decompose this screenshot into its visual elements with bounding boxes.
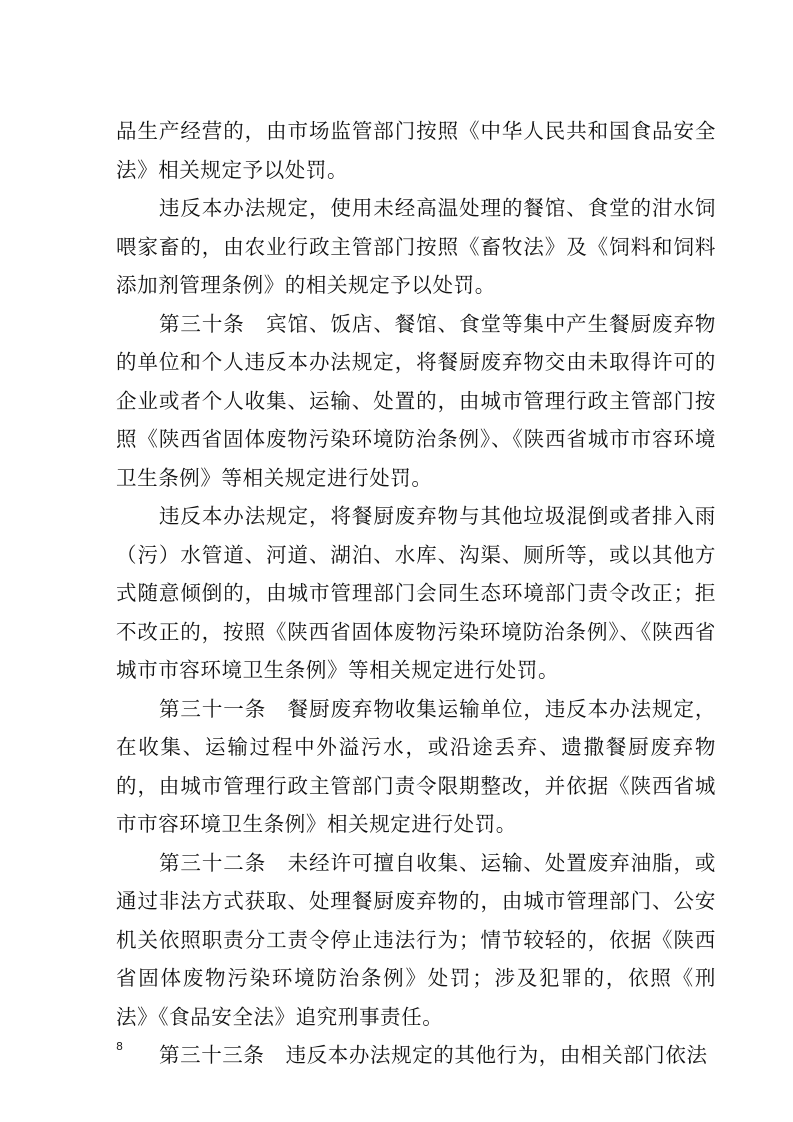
paragraph-4: 违反本办法规定，将餐厨废弃物与其他垃圾混倒或者排入雨（污）水管道、河道、湖泊、水库、沟渠、厕所等，或以其他方式随意倾倒的，由城市管理部门会同生态环境部门责令改正；拒不改正的，按照《陕西省固体废物污染环境防治条例》、《陕西省城市市容环境卫生条例》等相关规定进行处罚。	[116, 504, 716, 682]
paragraph-1: 品生产经营的，由市场监管部门按照《中华人民共和国食品安全法》相关规定予以处罚。	[116, 119, 716, 182]
paragraph-article-32: 第三十二条 未经许可擅自收集、运输、处置废弃油脂，或通过非法方式获取、处理餐厨废弃物的，由城市管理部门、公安机关依照职责分工责令停止违法行为；情节较轻的，依据《陕西省固体废物污染环境防治条例》处罚；涉及犯罪的，依照《刑法》《食品安全法》追究刑事责任。	[116, 850, 716, 1029]
paragraph-article-30: 第三十条 宾馆、饭店、餐馆、食堂等集中产生餐厨废弃物的单位和个人违反本办法规定，将餐厨废弃物交由未取得许可的企业或者个人收集、运输、处置的，由城市管理行政主管部门按照《陕西省固体废物污染环境防治条例》、《陕西省城市市容环境卫生条例》等相关规定进行处罚。	[116, 311, 716, 490]
paragraph-article-33: 第三十三条 违反本办法规定的其他行为，由相关部门依法	[159, 1043, 708, 1067]
page-number: 8	[116, 1040, 123, 1053]
paragraph-article-31: 第三十一条 餐厨废弃物收集运输单位，违反本办法规定，在收集、运输过程中外溢污水，或沿途丢弃、遗撒餐厨废弃物的，由城市管理行政主管部门责令限期整改，并依据《陕西省城市市容环境卫生条例》相关规定进行处罚。	[116, 696, 716, 836]
body-text	[116, 112, 716, 1075]
paragraph-2: 违反本办法规定，使用未经高温处理的餐馆、食堂的泔水饲喂家畜的，由农业行政主管部门按照《畜牧法》及《饲料和饲料添加剂管理条例》的相关规定予以处罚。	[116, 196, 716, 297]
